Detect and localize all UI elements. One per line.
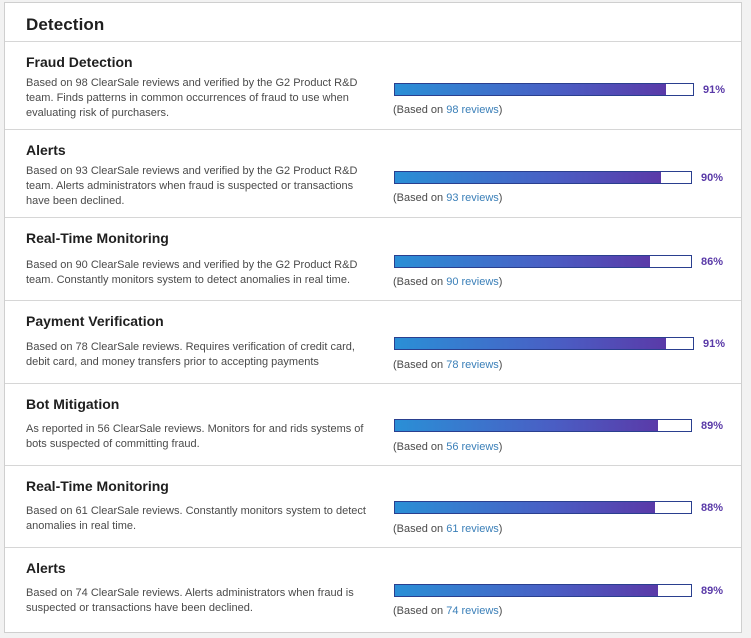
feature-title: Alerts [26, 560, 66, 576]
based-on-prefix: (Based on [393, 441, 447, 453]
reviews-link[interactable]: 98 reviews [446, 104, 499, 116]
feature-description: Based on 90 ClearSale reviews and verified by the G2 Product R&D team. Constantly monitors system to detect anomalies in real time. [26, 259, 358, 286]
based-on-suffix: ) [498, 276, 503, 288]
based-on-suffix: ) [498, 523, 503, 535]
feature-title: Payment Verification [26, 313, 164, 329]
based-on-text [393, 441, 502, 453]
feature-row-real-time-monitoring [5, 466, 741, 548]
based-on-prefix: (Based on [393, 104, 447, 116]
based-on-text [393, 104, 502, 116]
based-on-suffix: ) [498, 192, 503, 204]
detection-card [4, 2, 742, 633]
reviews-link[interactable]: 90 reviews [446, 276, 499, 288]
card-title: Detection [5, 3, 741, 42]
score-percent: 91% [703, 84, 726, 96]
based-on-suffix: ) [498, 359, 503, 371]
score-bar-fill [395, 502, 655, 513]
score-bar-fill [395, 338, 666, 349]
score-bar [394, 501, 692, 514]
score-bar-fill [395, 585, 658, 596]
reviews-link[interactable]: 74 reviews [446, 605, 499, 617]
feature-description: Based on 93 ClearSale reviews and verified by the G2 Product R&D team. Alerts administrators when fraud is suspected or transactions have been declined. [26, 165, 358, 207]
based-on-text [393, 523, 502, 535]
score-percent: 88% [701, 502, 724, 514]
based-on-text [393, 276, 502, 288]
score-bar [394, 337, 694, 350]
based-on-suffix: ) [498, 104, 503, 116]
reviews-link[interactable]: 61 reviews [446, 523, 499, 535]
feature-description: As reported in 56 ClearSale reviews. Monitors for and rids systems of bots suspected of committing fraud. [26, 423, 364, 450]
based-on-prefix: (Based on [393, 192, 447, 204]
based-on-prefix: (Based on [393, 276, 447, 288]
score-bar-fill [395, 256, 650, 267]
feature-description: Based on 61 ClearSale reviews. Constantly monitors system to detect anomalies in real time. [26, 505, 366, 532]
score-bar-fill [395, 84, 666, 95]
based-on-suffix: ) [498, 441, 503, 453]
based-on-prefix: (Based on [393, 523, 447, 535]
feature-title: Real-Time Monitoring [26, 478, 169, 494]
score-percent: 90% [701, 172, 724, 184]
reviews-link[interactable]: 78 reviews [446, 359, 499, 371]
feature-row-alerts [5, 130, 741, 218]
score-bar [394, 171, 692, 184]
based-on-prefix: (Based on [393, 605, 447, 617]
based-on-text [393, 192, 502, 204]
score-percent: 89% [701, 420, 724, 432]
feature-title: Alerts [26, 142, 66, 158]
feature-title: Real-Time Monitoring [26, 230, 169, 246]
based-on-prefix: (Based on [393, 359, 447, 371]
feature-row-real-time-monitoring [5, 218, 741, 301]
score-bar [394, 83, 694, 96]
feature-description: Based on 74 ClearSale reviews. Alerts administrators when fraud is suspected or transactions have been declined. [26, 587, 354, 614]
based-on-text [393, 359, 502, 371]
based-on-suffix: ) [498, 605, 503, 617]
score-bar-fill [395, 172, 661, 183]
based-on-text [393, 605, 502, 617]
reviews-link[interactable]: 93 reviews [446, 192, 499, 204]
feature-description: Based on 78 ClearSale reviews. Requires verification of credit card, debit card, and money transfers prior to accepting payments [26, 341, 355, 368]
feature-title: Bot Mitigation [26, 396, 120, 412]
feature-description: Based on 98 ClearSale reviews and verified by the G2 Product R&D team. Finds patterns in common occurrences of fraud to use when evaluating risk of purchasers. [26, 77, 358, 119]
feature-row-payment-verification [5, 301, 741, 384]
score-bar [394, 584, 692, 597]
score-percent: 91% [703, 338, 726, 350]
score-bar [394, 419, 692, 432]
feature-title: Fraud Detection [26, 54, 133, 70]
score-bar-fill [395, 420, 658, 431]
feature-row-fraud-detection [5, 42, 741, 130]
feature-row-bot-mitigation [5, 384, 741, 466]
score-percent: 86% [701, 256, 724, 268]
score-percent: 89% [701, 585, 724, 597]
score-bar [394, 255, 692, 268]
reviews-link[interactable]: 56 reviews [446, 441, 499, 453]
feature-row-alerts [5, 548, 741, 630]
